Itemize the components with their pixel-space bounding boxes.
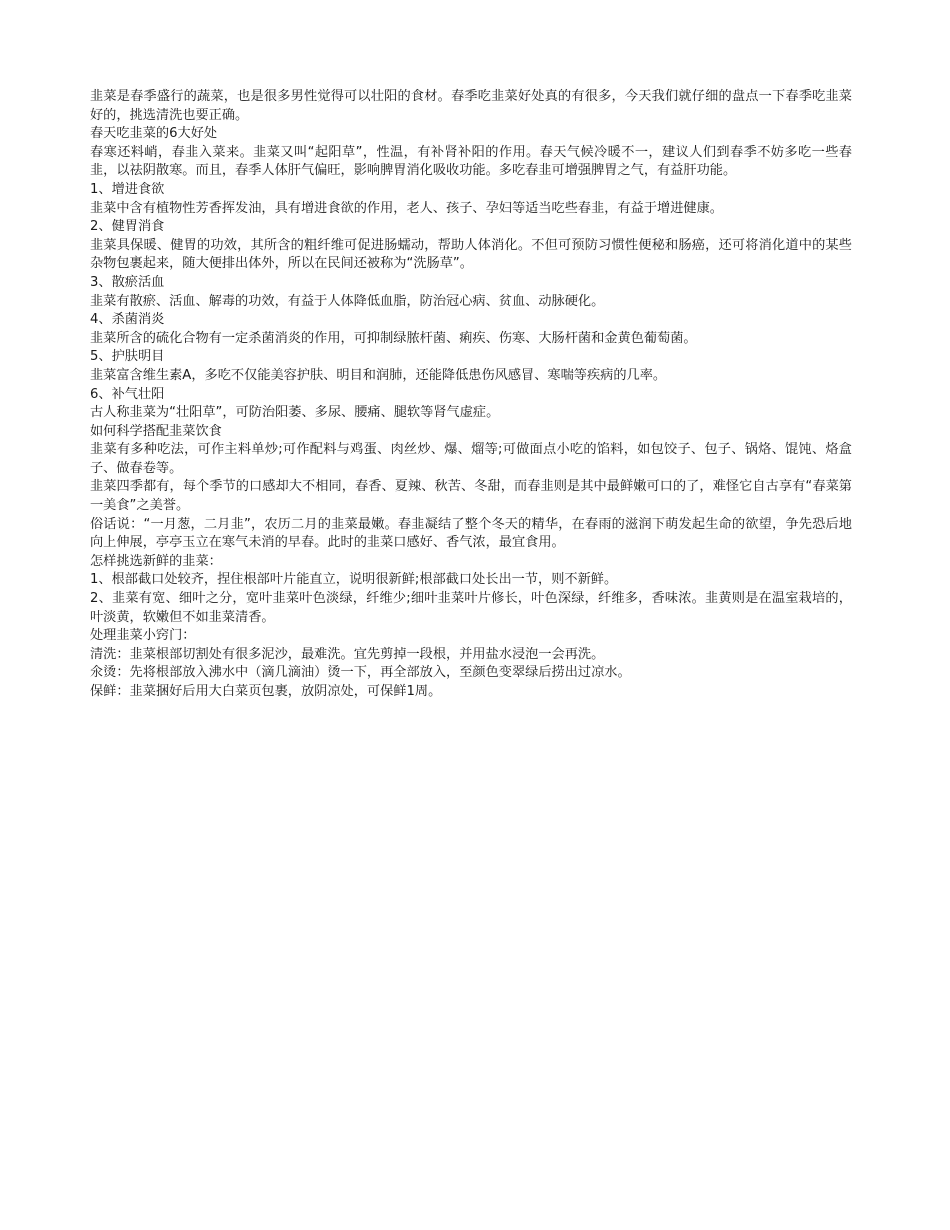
benefit-text-3: 韭菜有散瘀、活血、解毒的功效，有益于人体降低血脂，防治冠心病、贫血、动脉硬化。 [90, 293, 605, 309]
intro-paragraph: 韭菜是春季盛行的蔬菜，也是很多男性觉得可以壮阳的食材。春季吃韭菜好处真的有很多，今天我们就仔细的盘点一下春季吃韭菜好的，挑选清洗也要正确。 [90, 89, 852, 123]
pairing-paragraph-1: 韭菜有多种吃法，可作主料单炒;可作配料与鸡蛋、肉丝炒、爆、熘等;可做面点小吃的馅料，如包饺子、包子、锅烙、馄饨、烙盒子、做春卷等。 [90, 442, 852, 476]
benefit-heading-2: 2、健胃消食 [90, 219, 165, 235]
benefit-heading-6: 6、补气壮阳 [90, 386, 165, 402]
section-heading-handling: 处理韭菜小窍门： [90, 628, 196, 644]
benefit-text-2: 韭菜具保暖、健胃的功效，其所含的粗纤维可促进肠蠕动，帮助人体消化。不但可预防习惯性便秘和肠癌，还可将消化道中的某些杂物包裹起来，随大便排出体外，所以在民间还被称为“洗肠草”。 [90, 237, 852, 272]
pairing-paragraph-3: 俗话说：“一月葱，二月韭”，农历二月的韭菜最嫩。春韭凝结了整个冬天的精华，在春雨的滋润下萌发起生命的欲望，争先恐后地向上伸展，亭亭玉立在寒气未消的早春。此时的韭菜口感好、香气浓，最宜食用。 [90, 516, 852, 551]
handling-tip-preserve: 保鲜：韭菜捆好后用大白菜页包裹，放阴凉处，可保鲜1周。 [90, 684, 442, 699]
handling-tip-clean: 清洗：韭菜根部切割处有很多泥沙，最难洗。宜先剪掉一段根，并用盐水浸泡一会再洗。 [90, 646, 605, 662]
handling-tip-blanch: 氽烫：先将根部放入沸水中（滴几滴油）烫一下，再全部放入，至颜色变翠绿后捞出过凉水。 [90, 665, 631, 681]
section-heading-benefits: 春天吃韭菜的6大好处 [90, 126, 218, 142]
benefit-text-6: 古人称韭菜为“壮阳草”，可防治阳萎、多尿、腰痛、腿软等肾气虚症。 [90, 405, 500, 421]
benefits-intro-paragraph: 春寒还料峭，春韭入菜来。韭菜又叫“起阳草”，性温，有补肾补阳的作用。春天气候冷暖不一，建议人们到春季不妨多吃一些春韭，以祛阴散寒。而且，春季人体肝气偏旺，影响脾胃消化吸收功能。多吃春韭可增强脾胃之气，有益肝功能。 [90, 144, 852, 179]
section-heading-pairing: 如何科学搭配韭菜饮食 [90, 423, 222, 439]
benefit-heading-4: 4、杀菌消炎 [90, 312, 165, 328]
benefit-text-1: 韭菜中含有植物性芳香挥发油，具有增进食欲的作用，老人、孩子、孕妇等适当吃些春韭，有益于增进健康。 [90, 200, 723, 216]
benefit-heading-1: 1、增进食欲 [90, 181, 165, 197]
benefit-text-5: 韭菜富含维生素A，多吃不仅能美容护肤、明目和润肺，还能降低患伤风感冒、寒喘等疾病的几率。 [90, 367, 667, 383]
benefit-text-4: 韭菜所含的硫化合物有一定杀菌消炎的作用，可抑制绿脓杆菌、痢疾、伤寒、大肠杆菌和金黄色葡萄菌。 [90, 330, 697, 346]
document-body [90, 88, 852, 702]
section-heading-selection: 怎样挑选新鲜的韭菜： [90, 553, 222, 569]
benefit-heading-3: 3、散瘀活血 [90, 274, 165, 290]
selection-tip-1: 1、根部截口处较齐，捏住根部叶片能直立，说明很新鲜;根部截口处长出一节，则不新鲜。 [90, 572, 618, 588]
pairing-paragraph-2: 韭菜四季都有，每个季节的口感却大不相同，春香、夏辣、秋苦、冬甜，而春韭则是其中最鲜嫩可口的了，难怪它自古享有“春菜第一美食”之美誉。 [90, 479, 852, 514]
benefit-heading-5: 5、护肤明目 [90, 349, 165, 365]
selection-tip-2: 2、韭菜有宽、细叶之分，宽叶韭菜叶色淡绿，纤维少;细叶韭菜叶片修长，叶色深绿，纤维多，香味浓。韭黄则是在温室栽培的，叶淡黄，软嫩但不如韭菜清香。 [90, 591, 852, 625]
